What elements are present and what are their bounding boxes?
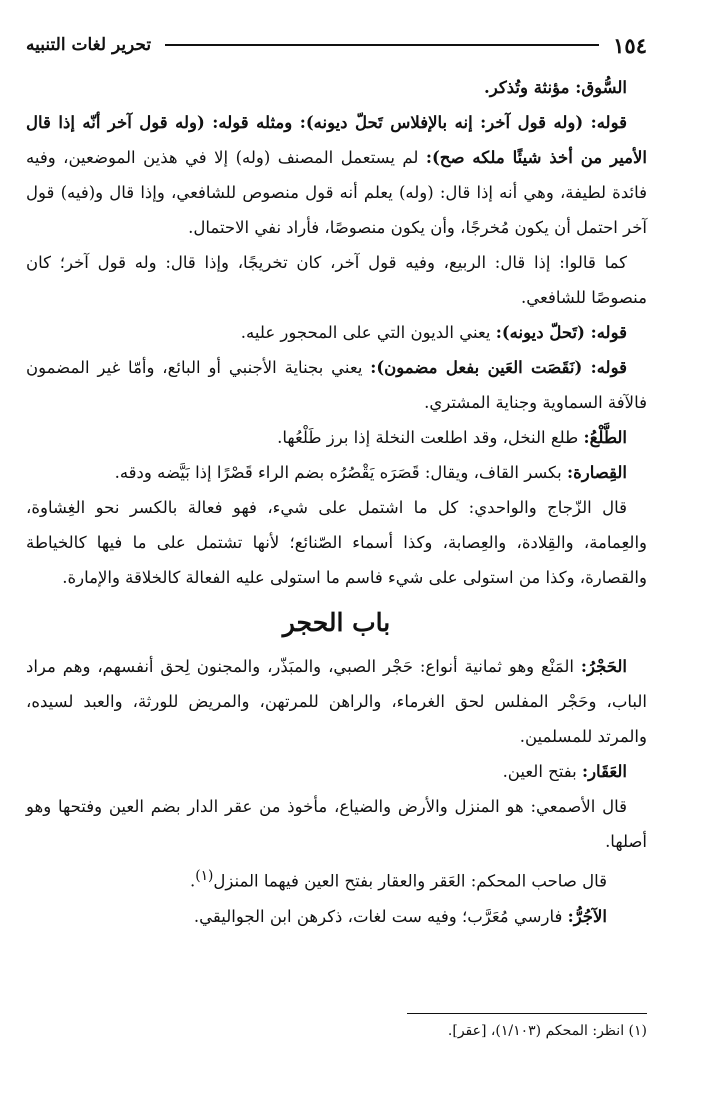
entry-text: قال صاحب المحكم: العَقر والعقار بفتح العين فيهما المنزل [213, 871, 607, 891]
entry-term: قوله: (تَحلّ ديونه): [495, 323, 627, 342]
entry-term: القِصارة: [567, 463, 627, 482]
paragraph [26, 789, 647, 859]
footnote-marker[interactable]: (١) [195, 868, 214, 884]
entry-text: فارسي مُعَرَّب؛ وفيه ست لغات، ذكرهن ابن الجواليقي. [193, 906, 568, 926]
entry-term: الحَجْرُ: [580, 657, 627, 676]
paragraph [26, 70, 647, 105]
entry-text: بفتح العين. [502, 762, 582, 781]
entry-term: قوله: (وله قول آخر: إنه بالإفلاس تَحلّ ديونه): ومثله قوله: (وله قول آخر أنّه إذا قال الأمير من أخذ شيئًا ملكه صح): [26, 113, 648, 167]
paragraph [26, 455, 647, 490]
paragraph [26, 649, 647, 754]
paragraph [26, 899, 647, 934]
entry-text: المَنْع وهو ثمانية أنواع: حَجْر الصبي، والمبَذّر، والمجنون لِحق أنفسهم، وهم مراد الباب، وحَجْر المفلس لحق الغرماء، والراهن للمرتهن، والمريض للورثة، والعبد لسيده، والمرتد للمسلمين. [26, 657, 647, 746]
entry-text: يعني بجناية الأجنبي أو البائع، وأمّا غير المضمون فالآفة السماوية وجناية المشتري. [26, 358, 647, 412]
footnote-rule [407, 1013, 647, 1014]
entry-text: قال الزّجاج والواحدي: كل ما اشتمل على شيء، فهو فعالة بالكسر نحو الغِشاوة، والعِمامة، والقِلادة، والعِصابة، وكذا أسماء الصّنائع؛ لأنها تشتمل على ما فيها كالخياطة والقصارة، وكذا من استولى على شيء فاسم ما استولى عليه الفعالة كالخلاقة والإمارة. [26, 498, 647, 587]
entry-text: لم يستعمل المصنف (وله) إلا في هذين الموضعين، وفيه فائدة لطيفة، وهي أنه إذا قال: (وله) يعلم أنه قول منصوص للشافعي، وإذا قال و(فيه) قول آخر احتمل أن يكون مُخرجًا، وأن يكون منصوصًا، فأراد نفي الاحتمال. [26, 148, 647, 237]
paragraph [26, 105, 647, 245]
entry-text: طلع النخل، وقد اطلعت النخلة إذا برز طَلْعُها. [277, 428, 584, 447]
entry-term: العَقَار: [581, 762, 627, 781]
entry-term: الآجُرُّ: [567, 906, 607, 926]
paragraph [26, 245, 647, 315]
running-title: تحرير لغات التنبيه [26, 35, 152, 55]
page-body [26, 70, 647, 934]
header-rule [165, 44, 599, 46]
paragraph [26, 754, 647, 789]
entry-text: كما قالوا: إذا قال: الربيع، وفيه قول آخر، كان تخريجًا، وإذا قال: وله قول آخر؛ كان منصوصًا للشافعي. [26, 253, 647, 307]
paragraph [26, 490, 647, 595]
entry-text: يعني الديون التي على المحجور عليه. [240, 323, 496, 342]
entry-term: السُّوق: مؤنثة وتُذكر. [484, 78, 627, 97]
paragraph [26, 315, 647, 350]
entry-term: قوله: (نَقَصَت العَين بفعل مضمون): [370, 358, 627, 377]
entry-text: قال الأصمعي: هو المنزل والأرض والضياع، مأخوذ من عقر الدار بضم العين وفتحها وهو أصلها. [26, 797, 647, 851]
entry-text: بكسر القاف، ويقال: قَصَرَه يَقْصُرُه بضم الراء قَصْرًا إذا بَيَّضه ودقه. [114, 463, 567, 482]
page-header [26, 28, 647, 62]
chapter-title: باب الحجر [282, 608, 391, 637]
footnote: (١) انظر: المحكم (١/١٠٣)، [عقر]. [447, 1023, 647, 1039]
page-number: ١٥٤ [613, 32, 647, 58]
entry-text: . [190, 871, 196, 891]
paragraph [26, 859, 647, 899]
paragraph [26, 420, 647, 455]
paragraph [26, 350, 647, 420]
entry-term: الطَّلْعُ: [583, 428, 627, 447]
